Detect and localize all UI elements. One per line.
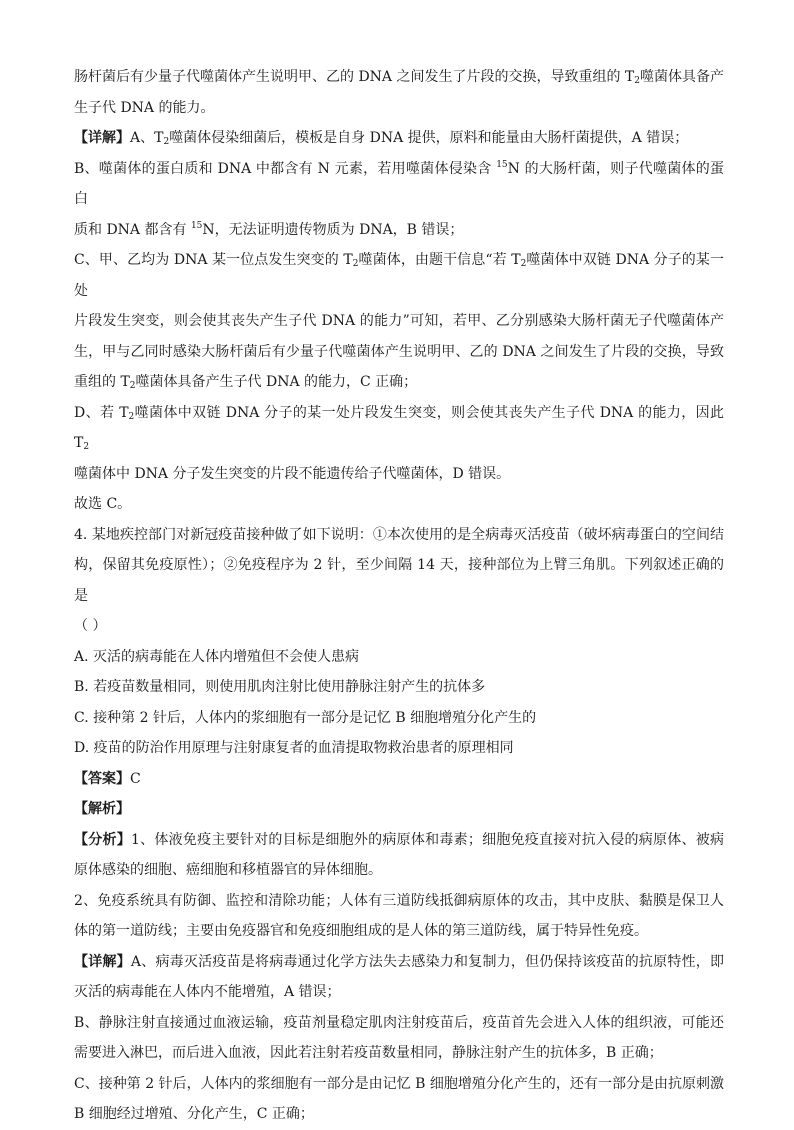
text-run: 故选 C。 (74, 496, 132, 512)
section-label: 【详解】 (74, 953, 131, 970)
subscript: 2 (129, 381, 136, 391)
paragraph-line (74, 977, 724, 1008)
text-run: 构，保留其免疫原性）；②免疫程序为 2 针，至少间隔 14 天，接种部位为上臂三角肌。下列叙述正确的是 (74, 557, 724, 604)
section-label: 【解析】 (74, 801, 130, 817)
section-label: 【详解】 (74, 130, 130, 146)
text-run: 1、体液免疫主要针对的目标是细胞外的病原体和毒素；细胞免疫直接对抗入侵的病原体、被病 (131, 831, 725, 848)
text-run: N，无法证明遗传物质为 DNA，B 错误； (202, 221, 464, 238)
paragraph-line (74, 1069, 724, 1100)
paragraph-line (74, 459, 724, 490)
text-run: C (130, 770, 141, 787)
paragraph-line (74, 93, 724, 124)
text-run: 原体感染的细胞、癌细胞和移植器官的异体细胞。 (74, 862, 382, 878)
paragraph-line (74, 642, 724, 673)
text-run: 灭活的病毒能在人体内不能增殖，A 错误； (74, 984, 341, 1000)
subscript: 2 (520, 259, 527, 269)
paragraph-line (74, 62, 724, 93)
text-run: 2、免疫系统具有防御、监控和清除功能；人体有三道防线抵御病原体的攻击，其中皮肤、黏膜是保卫人 (74, 892, 724, 909)
text-run: 生子代 DNA 的能力。 (74, 99, 215, 116)
text-run: A、T (130, 130, 164, 146)
text-run: D. 疫苗的防治作用原理与注射康复者的血清提取物救治患者的原理相同 (74, 740, 514, 756)
paragraph-line (74, 398, 724, 459)
paragraph-line (74, 916, 724, 947)
text-run: B、噬菌体的蛋白质和 DNA 中都含有 N 元素，若用噬菌体侵染含 (74, 160, 497, 177)
text-run: 噬菌体具备产 (640, 69, 725, 85)
paragraph-line (74, 825, 724, 856)
paragraph-line (74, 520, 724, 551)
paragraph-line (74, 306, 724, 337)
text-run: 质和 DNA 都含有 (74, 221, 191, 238)
text-run: 噬菌体中 DNA 分子发生突变的片段不能遗传给子代噬菌体，D 错误。 (74, 465, 511, 482)
text-run: 噬菌体中双链 DNA 分子的某一处 (74, 252, 724, 299)
paragraph-line (74, 733, 724, 764)
paragraph-line (74, 215, 724, 246)
paragraph-line (74, 489, 724, 520)
paragraph-line (74, 886, 724, 917)
text-run: 重组的 T (74, 374, 130, 390)
section-label: 【分析】 (74, 831, 131, 848)
text-run: 噬菌体，由题干信息“若 T (358, 252, 521, 268)
paragraph-line (74, 764, 724, 795)
text-run: 生，甲与乙同时感染大肠杆菌后有少量子代噬菌体产生说明甲、乙的 DNA 之间发生了片段的交换，导致 (74, 343, 724, 360)
paragraph-line (74, 1008, 724, 1039)
paragraph-line (74, 245, 724, 306)
section-label: 【答案】 (74, 770, 130, 787)
subscript: 2 (128, 411, 135, 422)
text-run: A、病毒灭活疫苗是将病毒通过化学方法失去感染力和复制力，但仍保持该疫苗的抗原特性，即 (130, 953, 725, 970)
subscript: 2 (352, 259, 359, 269)
text-run: C、接种第 2 针后，人体内的浆细胞有一部分是由记忆 B 细胞增殖分化产生的，还有一部分是由抗原刺激 (74, 1075, 724, 1092)
paragraph-line (74, 550, 724, 611)
superscript: 15 (496, 159, 508, 170)
text-run: 体的第一道防线；主要由免疫器官和免疫细胞组成的是人体的第三道防线，属于特异性免疫。 (74, 923, 648, 939)
text-run: D、若 T (74, 404, 129, 421)
paragraph-line (74, 1038, 724, 1069)
superscript: 15 (190, 220, 203, 231)
text-run: B. 若疫苗数量相同，则使用肌肉注射比使用静脉注射产生的抗体多 (74, 679, 486, 695)
text-run: 噬菌体侵染细菌后，模板是自身 DNA 提供，原料和能量由大肠杆菌提供，A 错误； (169, 130, 689, 146)
text-run: B、静脉注射直接通过血液运输，疫苗剂量稳定肌肉注射疫苗后，疫苗首先会进入人体的组织液，可能还 (74, 1014, 724, 1031)
paragraph-line (74, 611, 724, 642)
text-run: 4. 某地疾控部门对新冠疫苗接种做了如下说明：①本次使用的是全病毒灭活疫苗（破坏病毒蛋白的空间结 (74, 526, 724, 543)
paragraph-line (74, 367, 724, 398)
paragraph-line (74, 855, 724, 886)
subscript: 2 (634, 76, 641, 86)
paragraph-line (74, 947, 724, 978)
subscript: 2 (163, 137, 170, 147)
subscript: 2 (83, 442, 90, 452)
paragraph-line (74, 1099, 724, 1130)
paragraph-line (74, 337, 724, 368)
paragraph-line (74, 794, 724, 825)
paragraph-line (74, 703, 724, 734)
text-run: 需要进入淋巴，而后进入血液，因此若注射若疫苗数量相同，静脉注射产生的抗体多，B 正确； (74, 1045, 663, 1061)
text-run: C、甲、乙均为 DNA 某一位点发生突变的 T (74, 252, 353, 268)
text-run: C. 接种第 2 针后，人体内的浆细胞有一部分是记忆 B 细胞增殖分化产生的 (74, 709, 537, 726)
paragraph-line (74, 123, 724, 154)
text-run: B 细胞经过增殖、分化产生，C 正确； (74, 1106, 314, 1122)
text-run: A. 灭活的病毒能在人体内增殖但不会使人患病 (74, 648, 360, 665)
text-run: （ ） (74, 618, 107, 634)
text-run: N 的大肠杆菌，则子代噬菌体的蛋白 (74, 160, 725, 207)
text-run: 片段发生突变，则会使其丧失产生子代 DNA 的能力”可知，若甲、乙分别感染大肠杆菌无子代噬菌体产 (74, 313, 724, 329)
text-run: 噬菌体具备产生子代 DNA 的能力，C 正确； (135, 374, 418, 390)
document-body (74, 62, 724, 1130)
paragraph-line (74, 154, 724, 215)
text-run: 肠杆菌后有少量子代噬菌体产生说明甲、乙的 DNA 之间发生了片段的交换，导致重组的 T (74, 69, 635, 85)
text-run: 噬菌体中双链 DNA 分子的某一处片段发生突变，则会使其丧失产生子代 DNA 的能力，因此 T (74, 404, 725, 451)
paragraph-line (74, 672, 724, 703)
